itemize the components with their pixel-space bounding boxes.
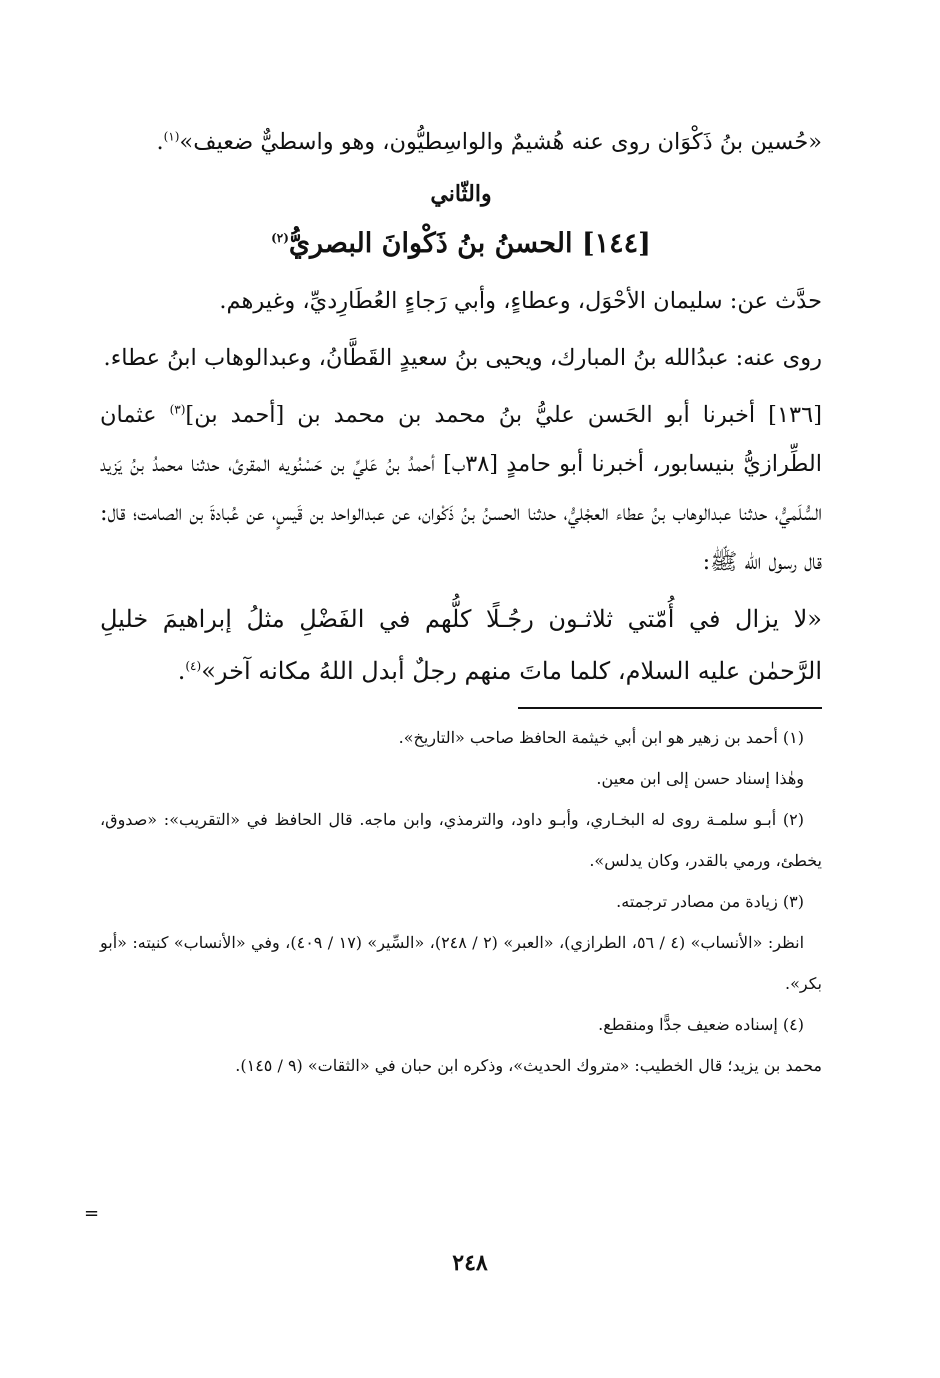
continued-quote-text: «حُسين بنُ ذَكْوَان روى عنه هُشيمٌ والواسِطيُّون، وهو واسطيٌّ ضعيف» [179,129,822,155]
footnote-line: (٢) أبـو سلمـة روى له البخـاري، وأبـو داود، والترمذي، وابن ماجه. قال الحافظ في «التقريب»: «صدوق، يخطئ، ورمي بالقدر، وكان يدلس». [100,810,822,870]
footnote-line: وهٰذا إسناد حسن إلى ابن معين. [596,769,804,788]
footnote-line: (٤) إسناده ضعيف جدًّا ومنقطع. [598,1015,804,1034]
continued-quote-end: . [156,129,164,155]
teachers-paragraph: حدَّث عن: سليمان الأحْوَل، وعطاءٍ، وأبي رَجاءٍ العُطَارِديِّ، وغيرهم. [219,288,822,314]
page-number: ٢٤٨ [452,1250,488,1276]
sub-heading: والثّاني [430,181,492,207]
footnote-line: (٣) زيادة من مصادر ترجمته. [616,892,804,911]
continued-quote [100,118,822,167]
hadith-body: «لا يزال في أُمّتي ثلاثـون رجُـلًا كلُّهم في الفَضْلِ مثلُ إبراهيمَ خليلِ الرَّحمٰن عليه السلام، كلما ماتَ منهم رجلٌ أبدل اللهُ مكانه آخر» [100,605,822,685]
footnote-ref-4: (٤) [185,659,202,673]
footnote-separator [518,707,822,709]
footnote-ref-2: (٢) [271,231,289,245]
isnad-paragraph [100,391,822,587]
footnote-ref-3: (٣) [169,402,186,417]
page-body [100,118,822,1086]
entry-heading-text: [١٤٤] الحسنُ بنُ ذَكْوانَ البصريُّ [288,228,651,259]
footnote-ref-1: (١) [163,129,180,144]
entry-heading [100,217,822,271]
footnote-line: انظر: «الأنساب» (٤ / ٥٦، الطرازي)، «العبر» (٢ / ٢٤٨)، «السِّير» (١٧ / ٤٠٩)، وفي «الأنساب» كنيته: «أبو بكر». [100,933,822,993]
isnad-rest: عثمان الطِّرازيُّ بنيسابور، أخبرنا أبو حامدٍ [٣٨ب] أحمدُ بنُ عَليِّ بن حَسْنُويه المقرئ، حدثنا محمدُ بنُ يَزيد السُّلَميُّ، حدثنا عبدالوهاب بنُ عطاء العجْليُّ، حدثنا الحسنُ بنُ ذَكْوان، عن عبدالواحد بن قَيسٍ، عن عُبادةَ بن الصامت؛ قال: قال رسول الله ﷺ: [100,402,822,575]
footnotes [100,717,822,1086]
main-text [100,118,822,697]
footnote-line: محمد بن يزيد؛ قال الخطيب: «متروك الحديث»، وذكره ابن حبان في «الثقات» (٩ / ١٤٥). [235,1056,822,1075]
students-paragraph: روى عنه: عبدُالله بنُ المبارك، ويحيى بنُ سعيدٍ القَطَّانُ، وعبدالوهاب ابنُ عطاء. [103,345,822,371]
isnad-start: [١٣٦] أخبرنا أبو الحَسن عليُّ بنُ محمد بن محمد بن [أحمد بن] [185,402,822,428]
hadith-end: . [177,657,186,685]
hadith-text [100,593,822,697]
continuation-mark: = [84,1203,100,1224]
footnote-line: (١) أحمد بن زهير هو ابن أبي خيثمة الحافظ صاحب «التاريخ». [398,728,804,747]
